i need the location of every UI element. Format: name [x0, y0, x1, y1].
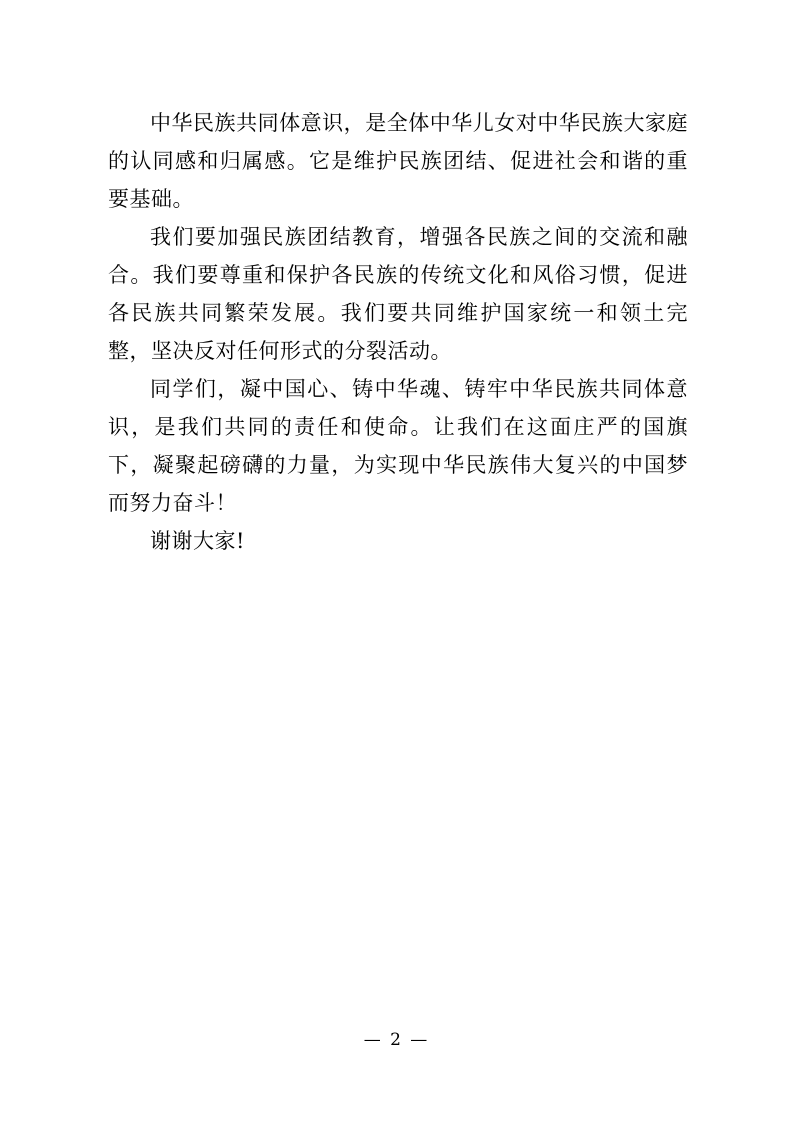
paragraph-3: 同学们，凝中国心、铸中华魂、铸牢中华民族共同体意识，是我们共同的责任和使命。让我们在这面庄严的国旗下，凝聚起磅礴的力量，为实现中华民族伟大复兴的中国梦而努力奋斗！: [108, 377, 688, 515]
paragraph-2: 我们要加强民族团结教育，增强各民族之间的交流和融合。我们要尊重和保护各民族的传统文化和风俗习惯，促进各民族共同繁荣发展。我们要共同维护国家统一和领土完整，坚决反对任何形式的分裂活动。: [108, 225, 688, 363]
paragraph-1: 中华民族共同体意识，是全体中华儿女对中华民族大家庭的认同感和归属感。它是维护民族团结、促进社会和谐的重要基础。: [108, 111, 688, 211]
document-body: [108, 104, 688, 560]
paragraph-4: 谢谢大家!: [150, 529, 245, 553]
page-number: — 2 —: [363, 1030, 430, 1050]
